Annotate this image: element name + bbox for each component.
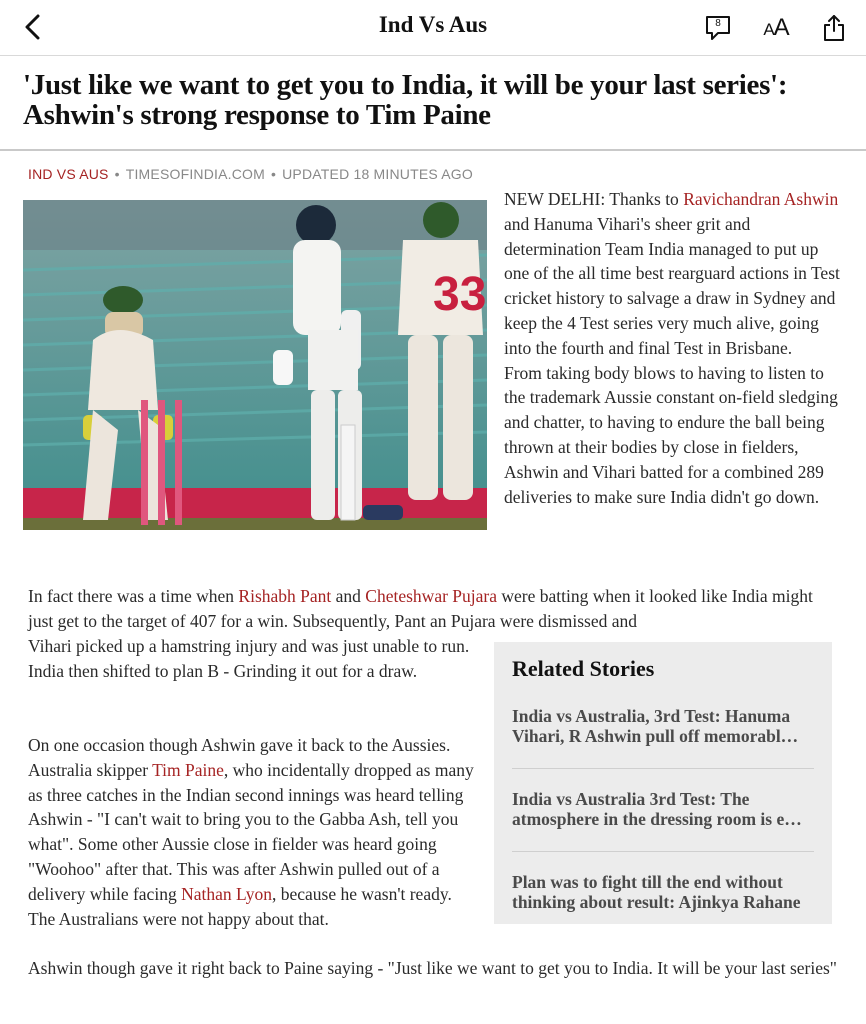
comments-button[interactable] bbox=[702, 12, 734, 44]
para-text: In fact there was a time when bbox=[28, 586, 239, 606]
player-link-ashwin[interactable]: Ravichandran Ashwin bbox=[683, 189, 839, 209]
player-link-pujara[interactable]: Cheteshwar Pujara bbox=[365, 586, 497, 606]
comment-count: 8 bbox=[715, 18, 721, 29]
para-text: NEW DELHI: Thanks to bbox=[504, 189, 684, 209]
meta-separator: • bbox=[114, 166, 120, 182]
related-story-label: Plan was to fight till the end without thinking about result: Ajinkya Rahane bbox=[512, 872, 801, 912]
font-size-button[interactable] bbox=[760, 12, 792, 44]
related-story-label: India vs Australia, 3rd Test: Hanuma Vihari, R Ashwin pull off memorabl… bbox=[512, 706, 799, 746]
article-paragraph bbox=[504, 187, 844, 509]
related-stories-box bbox=[494, 642, 832, 924]
meta-separator: • bbox=[271, 166, 277, 182]
player-link-pant[interactable]: Rishabh Pant bbox=[238, 586, 332, 606]
headline-divider bbox=[0, 149, 866, 151]
article-headline: 'Just like we want to get you to India, it will be your last series': Ashwin's strong response to Tim Paine bbox=[23, 69, 788, 131]
article-paragraph-2: From taking body blows to having to listen to the trademark Aussie constant on-field sledging and chatter, to having to endure the ball being thrown at their bodies by close in fielders, Ashwin and Vihari batted for a combined 289 deliveries to make sure India didn't go down. bbox=[504, 362, 838, 507]
related-stories-title: Related Stories bbox=[512, 656, 655, 681]
font-size-icon: AA bbox=[763, 14, 789, 41]
para-text: , because he wasn't ready. The Australians were not happy about that. bbox=[28, 883, 452, 929]
related-story-link[interactable] bbox=[512, 706, 814, 769]
source-label: TIMESOFINDIA.COM bbox=[125, 166, 266, 182]
related-story-link[interactable] bbox=[512, 789, 814, 852]
page-title: Ind Vs Aus bbox=[378, 12, 488, 37]
share-icon bbox=[822, 14, 846, 42]
svg-text:33: 33 bbox=[433, 268, 487, 321]
cricket-photo bbox=[23, 200, 487, 530]
related-story-link[interactable] bbox=[512, 872, 814, 934]
player-link-lyon[interactable]: Nathan Lyon bbox=[181, 883, 272, 904]
player-link-paine[interactable]: Tim Paine bbox=[152, 759, 224, 780]
para-text: were batting when it looked like India might just get to the target of 407 for a win. Subsequently, Pant an Pujara were dismissed and bbox=[28, 586, 813, 631]
nav-actions bbox=[702, 12, 850, 44]
updated-label: UPDATED 18 MINUTES AGO bbox=[282, 166, 473, 182]
para-text: On one occasion though Ashwin gave it back to the Aussies. Australia skipper bbox=[28, 735, 451, 780]
article-paragraph-3b: Vihari picked up a hamstring injury and was just unable to run. India then shifted to plan B - Grinding it out for a draw. bbox=[28, 636, 470, 681]
share-button[interactable] bbox=[818, 12, 850, 44]
article-image[interactable] bbox=[23, 200, 487, 530]
top-nav-bar bbox=[0, 0, 866, 56]
related-story-label: India vs Australia 3rd Test: The atmosphere in the dressing room is e… bbox=[512, 789, 802, 829]
article-meta bbox=[28, 166, 473, 182]
para-text: and Hanuma Vihari's sheer grit and determination Team India managed to put up one of the all time best rearguard actions in Test cricket history to salvage a draw in Sydney and keep the 4 Test series very much alive, going into the fourth and final Test in Brisbane. bbox=[504, 213, 840, 358]
article-paragraph-3 bbox=[28, 584, 838, 634]
para-text: and bbox=[331, 586, 366, 606]
article-paragraph-4 bbox=[28, 733, 478, 931]
para-text: , who incidentally dropped as many as three catches in the Indian second innings was heard telling Ashwin - "I can't wait to bring you to the Gabba Ash, tell you what". Some other Aussie close in fielder was heard going "Woohoo" after that. This was after Ashwin pulled out of a delivery while facing bbox=[28, 759, 474, 904]
section-link[interactable]: IND VS AUS bbox=[28, 166, 109, 182]
article-paragraph-5: Ashwin though gave it right back to Paine saying - "Just like we want to get you to India. It will be your last series" bbox=[28, 958, 837, 978]
